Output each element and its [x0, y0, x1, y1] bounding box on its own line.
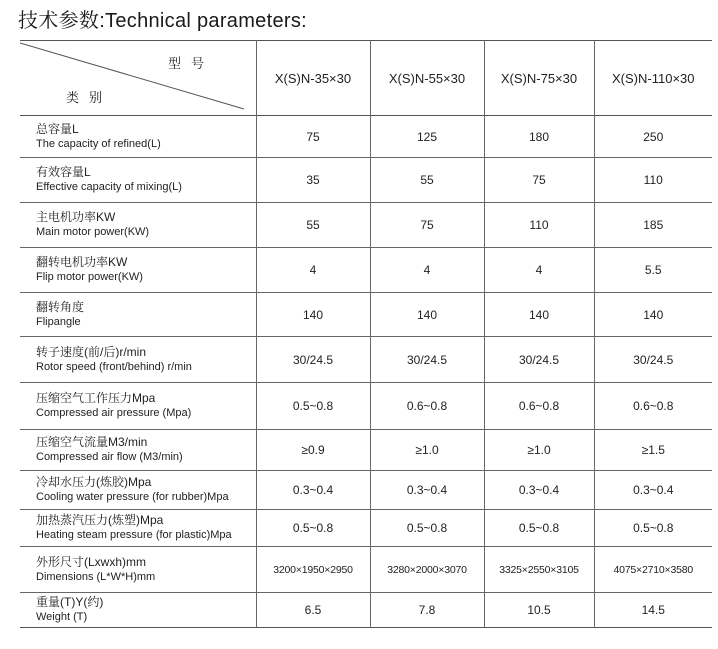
- row-label: [20, 158, 256, 203]
- table-cell: ≥0.9: [256, 430, 370, 471]
- table-cell: 10.5: [484, 593, 594, 628]
- table-row: [20, 337, 712, 383]
- row-label-en: Weight (T): [36, 611, 88, 623]
- diagonal-divider: [20, 41, 256, 115]
- table-cell: 0.3~0.4: [633, 483, 674, 497]
- table-cell: 4075×2710×3580: [613, 563, 694, 576]
- table-cell: ≥1.0: [370, 430, 484, 471]
- row-label: [20, 471, 256, 510]
- row-label-cn: 压缩空气工作压力Mpa: [36, 391, 156, 405]
- table-row: [20, 471, 712, 510]
- header-corner-cell: [20, 41, 256, 116]
- table-cell: 3280×2000×3070: [370, 547, 484, 593]
- row-label-en: Dimensions (L*W*H)mm: [36, 570, 156, 583]
- row-label-cn: 外形尺寸(Lxwxh)mm: [36, 554, 146, 569]
- table-cell: 3325×2550×3105: [484, 547, 594, 593]
- row-label-en: Flipangle: [36, 315, 81, 328]
- row-label-en: Compressed air flow (M3/min): [36, 451, 183, 463]
- table-cell: ≥1.0: [484, 430, 594, 471]
- row-label: [20, 430, 256, 471]
- table-header-row: [20, 41, 712, 116]
- table-cell: 55: [370, 158, 484, 203]
- table-cell: 3200×1950×2950: [256, 547, 370, 593]
- table-cell: 140: [484, 293, 594, 337]
- row-label-cn: 压缩空气流量M3/min: [36, 435, 148, 449]
- table-cell: 0.5~0.8: [370, 510, 484, 547]
- row-label-en: The capacity of refined(L): [36, 137, 161, 150]
- table-cell: 6.5: [256, 593, 370, 628]
- model-column-header: X(S)N-75×30: [484, 41, 594, 116]
- table-cell: 55: [256, 203, 370, 248]
- table-cell: 30/24.5: [633, 352, 674, 367]
- table-cell: 250: [643, 129, 664, 144]
- row-label-cn: 总容量L: [36, 121, 79, 136]
- row-label-cn: 主电机功率KW: [36, 210, 116, 224]
- table-cell: 7.8: [370, 593, 484, 628]
- row-label: [20, 116, 256, 158]
- table-row: [20, 293, 712, 337]
- table-cell: 30/24.5: [256, 337, 370, 383]
- table-cell: 140: [256, 293, 370, 337]
- row-label: [20, 337, 256, 383]
- table-row: [20, 116, 712, 158]
- table-cell: 110: [643, 173, 663, 187]
- table-cell: 0.5~0.8: [256, 383, 370, 430]
- table-cell: 4: [256, 248, 370, 293]
- table-cell: 0.6~0.8: [370, 383, 484, 430]
- row-label: [20, 248, 256, 293]
- model-header-label: 型号: [168, 56, 215, 71]
- page-title: 技术参数:Technical parameters:: [18, 10, 308, 32]
- table-cell: ≥1.5: [641, 443, 665, 457]
- table-cell: 0.6~0.8: [484, 383, 594, 430]
- table-cell: 0.6~0.8: [633, 399, 674, 413]
- row-label: [20, 203, 256, 248]
- row-label-cn: 有效容量L: [36, 165, 91, 179]
- table-cell: 185: [643, 218, 664, 232]
- table-cell: 110: [484, 203, 594, 248]
- table-row: [20, 593, 712, 628]
- table-cell: 0.5~0.8: [633, 521, 674, 535]
- table-cell: 0.5~0.8: [256, 510, 370, 547]
- table-row: [20, 383, 712, 430]
- row-label-cn: 重量(T)Y(约): [36, 595, 104, 609]
- row-label: [20, 547, 256, 593]
- row-label-en: Rotor speed (front/behind) r/min: [36, 360, 192, 373]
- row-label: [20, 293, 256, 337]
- technical-parameters-table: [20, 40, 712, 628]
- table-cell: 0.5~0.8: [484, 510, 594, 547]
- table-cell: 4: [370, 248, 484, 293]
- table-cell: 125: [370, 116, 484, 158]
- table-row: [20, 158, 712, 203]
- model-column-header: X(S)N-35×30: [256, 41, 370, 116]
- table-cell: 0.3~0.4: [256, 471, 370, 510]
- table-cell: 30/24.5: [484, 337, 594, 383]
- table-row: [20, 430, 712, 471]
- row-label-en: Flip motor power(KW): [36, 271, 143, 283]
- table-cell: 140: [643, 307, 664, 322]
- row-label-cn: 加热蒸汽压力(炼塑)Mpa: [36, 513, 164, 527]
- category-header-label: 类别: [66, 90, 113, 105]
- table-cell: 14.5: [641, 603, 665, 617]
- table-cell: 75: [256, 116, 370, 158]
- row-label-en: Effective capacity of mixing(L): [36, 181, 182, 193]
- model-column-header: X(S)N-55×30: [370, 41, 484, 116]
- model-column-header: X(S)N-110×30: [612, 70, 695, 86]
- row-label: [20, 593, 256, 628]
- table-cell: 0.3~0.4: [370, 471, 484, 510]
- table-cell: 75: [484, 158, 594, 203]
- table-cell: 180: [484, 116, 594, 158]
- row-label-cn: 翻转电机功率KW: [36, 255, 128, 269]
- table-cell: 0.3~0.4: [484, 471, 594, 510]
- row-label-en: Cooling water pressure (for rubber)Mpa: [36, 491, 229, 503]
- row-label-cn: 翻转角度: [36, 299, 85, 314]
- row-label-cn: 冷却水压力(炼胶)Mpa: [36, 475, 152, 489]
- table-cell: 140: [370, 293, 484, 337]
- table-row: [20, 203, 712, 248]
- table-cell: 75: [370, 203, 484, 248]
- row-label-en: Main motor power(KW): [36, 226, 150, 238]
- table-row: [20, 248, 712, 293]
- row-label: [20, 383, 256, 430]
- row-label-en: Heating steam pressure (for plastic)Mpa: [36, 529, 232, 541]
- row-label-cn: 转子速度(前/后)r/min: [36, 344, 146, 359]
- row-label: [20, 510, 256, 547]
- table-row: [20, 547, 712, 593]
- table-cell: 30/24.5: [370, 337, 484, 383]
- row-label-en: Compressed air pressure (Mpa): [36, 407, 192, 419]
- table-cell: 35: [256, 158, 370, 203]
- table-row: [20, 510, 712, 547]
- table-cell: 5.5: [644, 263, 662, 277]
- table-cell: 4: [484, 248, 594, 293]
